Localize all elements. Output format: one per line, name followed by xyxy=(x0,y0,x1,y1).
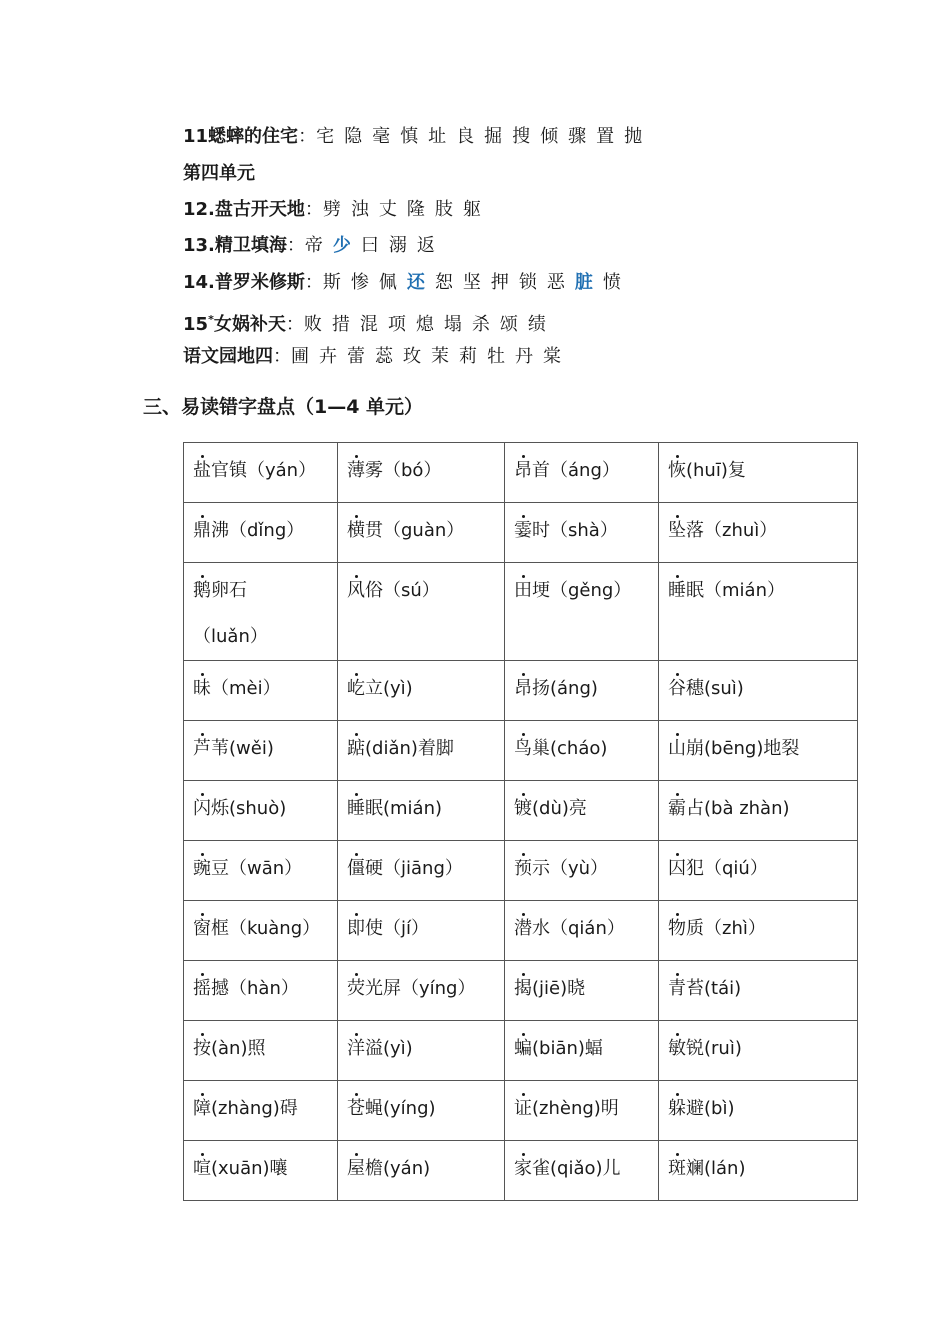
word-cell: 恢(huī)复 xyxy=(659,443,858,503)
word-cell: 洋溢(yì) xyxy=(338,1021,505,1081)
word-cell: 按(àn)照 xyxy=(184,1021,338,1081)
word-cell: 苍蝇(yíng) xyxy=(338,1081,505,1141)
lesson-line: 11蟋蟀的住宅：宅 隐 毫 慎 址 良 掘 搜 倾 骤 置 抛 xyxy=(183,126,643,147)
lesson-title: 12.盘古开天地 xyxy=(183,199,305,220)
word-cell: 盐官镇（yán） xyxy=(184,443,338,503)
word-cell: 摇撼（hàn） xyxy=(184,961,338,1021)
word-cell: 芦苇(wěi) xyxy=(184,721,338,781)
vocab-char: 还 xyxy=(406,272,425,293)
lesson-title: 语文园地四 xyxy=(183,346,273,367)
word-cell: 荧光屏（yíng） xyxy=(338,961,505,1021)
vocab-char: 圃 xyxy=(291,346,309,367)
vocab-char: 败 xyxy=(303,314,322,335)
table-row xyxy=(184,1081,858,1141)
vocab-char: 恕 xyxy=(434,272,453,293)
vocab-char: 返 xyxy=(416,235,435,256)
vocab-char: 曰 xyxy=(360,235,379,256)
word-cell: 窗框（kuàng） xyxy=(184,901,338,961)
vocab-char: 浊 xyxy=(350,199,369,220)
vocab-char: 愤 xyxy=(602,272,621,293)
vocab-char: 抛 xyxy=(624,126,643,147)
vocab-char: 倾 xyxy=(540,126,559,147)
word-cell: 霸占(bà zhàn) xyxy=(659,781,858,841)
word-cell: 山崩(bēng)地裂 xyxy=(659,721,858,781)
lesson-line xyxy=(183,162,255,186)
table-row xyxy=(184,661,858,721)
word-cell: 即使（jí） xyxy=(338,901,505,961)
word-cell: 潜水（qián） xyxy=(505,901,659,961)
lesson-title: 14.普罗米修斯 xyxy=(183,272,305,293)
vocab-char: 斯 xyxy=(322,272,341,293)
word-cell: 障(zhàng)碍 xyxy=(184,1081,338,1141)
vocab-char: 慎 xyxy=(400,126,419,147)
word-cell: 囚犯（qiú） xyxy=(659,841,858,901)
vocab-char: 良 xyxy=(456,126,475,147)
word-cell: 睡眠（mián） xyxy=(659,563,858,661)
vocab-char: 少 xyxy=(332,235,351,256)
lesson-line: 15*女娲补天：败 措 混 项 熄 塌 杀 颂 绩 xyxy=(183,313,546,335)
lesson-line: 13.精卫填海：帝 少 曰 溺 返 xyxy=(183,235,435,256)
table-row xyxy=(184,841,858,901)
table-row xyxy=(184,781,858,841)
vocab-char: 肢 xyxy=(434,199,453,220)
vocab-char: 躯 xyxy=(462,199,481,220)
table-row xyxy=(184,563,858,661)
word-cell: 斑斓(lán) xyxy=(659,1141,858,1201)
vocab-char: 卉 xyxy=(319,346,337,367)
table-row xyxy=(184,503,858,563)
vocab-char: 锁 xyxy=(518,272,537,293)
vocab-char: 丹 xyxy=(515,346,533,367)
word-cell: 青苔(tái) xyxy=(659,961,858,1021)
word-cell: 霎时（shà） xyxy=(505,503,659,563)
vocab-char: 押 xyxy=(490,272,509,293)
word-cell: 蝙(biān)蝠 xyxy=(505,1021,659,1081)
vocab-char: 茉 xyxy=(431,346,449,367)
vocab-char: 莉 xyxy=(459,346,477,367)
vocab-char: 棠 xyxy=(543,346,561,367)
vocab-char: 玫 xyxy=(403,346,421,367)
vocab-char: 帝 xyxy=(304,235,323,256)
word-cell: 屹立(yì) xyxy=(338,661,505,721)
word-cell: 僵硬（jiāng） xyxy=(338,841,505,901)
lesson-title: 15*女娲补天 xyxy=(183,313,286,335)
vocab-char: 项 xyxy=(387,314,406,335)
vocab-char: 惨 xyxy=(350,272,369,293)
word-cell: 鸟巢(cháo) xyxy=(505,721,659,781)
table-row xyxy=(184,721,858,781)
word-cell: 喧(xuān)嚷 xyxy=(184,1141,338,1201)
table-row xyxy=(184,901,858,961)
vocab-char: 脏 xyxy=(574,272,593,293)
vocab-char: 毫 xyxy=(372,126,391,147)
vocab-char: 蕾 xyxy=(347,346,365,367)
vocab-char: 佩 xyxy=(378,272,397,293)
table-row xyxy=(184,1141,858,1201)
word-cell: 揭(jiē)晓 xyxy=(505,961,659,1021)
lesson-line: 14.普罗米修斯：斯 惨 佩 还 恕 坚 押 锁 恶 脏 愤 xyxy=(183,272,621,293)
vocab-char: 措 xyxy=(331,314,350,335)
word-cell: 镀(dù)亮 xyxy=(505,781,659,841)
word-cell: 预示（yù） xyxy=(505,841,659,901)
vocab-char: 搜 xyxy=(512,126,531,147)
vocab-char: 熄 xyxy=(415,314,434,335)
word-cell: 薄雾（bó） xyxy=(338,443,505,503)
word-cell: 坠落（zhuì） xyxy=(659,503,858,563)
table-row xyxy=(184,961,858,1021)
vocab-char: 宅 xyxy=(316,126,335,147)
lesson-line: 12.盘古开天地：劈 浊 丈 隆 肢 躯 xyxy=(183,199,481,220)
word-cell: 横贯（guàn） xyxy=(338,503,505,563)
vocab-char: 塌 xyxy=(443,314,462,335)
vocab-char: 溺 xyxy=(388,235,407,256)
word-cell: 屋檐(yán) xyxy=(338,1141,505,1201)
word-cell: 昂扬(áng) xyxy=(505,661,659,721)
vocab-char: 址 xyxy=(428,126,447,147)
vocab-char: 混 xyxy=(359,314,378,335)
table-row xyxy=(184,1021,858,1081)
vocab-char: 掘 xyxy=(484,126,503,147)
table-row xyxy=(184,443,858,503)
word-cell: 证(zhèng)明 xyxy=(505,1081,659,1141)
vocab-char: 牡 xyxy=(487,346,505,367)
word-cell: 豌豆（wān） xyxy=(184,841,338,901)
word-cell: 睡眠(mián) xyxy=(338,781,505,841)
word-cell: 物质（zhì） xyxy=(659,901,858,961)
section-title: 三、易读错字盘点（1—4 单元） xyxy=(143,396,424,418)
word-cell: 敏锐(ruì) xyxy=(659,1021,858,1081)
word-cell: 昂首（áng） xyxy=(505,443,659,503)
vocab-char: 隐 xyxy=(344,126,363,147)
vocab-char: 恶 xyxy=(546,272,565,293)
vocab-char: 置 xyxy=(596,126,615,147)
vocab-char: 蕊 xyxy=(375,346,393,367)
vocab-char: 骤 xyxy=(568,126,587,147)
vocab-char: 隆 xyxy=(406,199,425,220)
word-cell: 谷穗(suì) xyxy=(659,661,858,721)
lesson-title: 第四单元 xyxy=(183,163,255,184)
vocab-char: 杀 xyxy=(471,314,490,335)
vocab-char: 绩 xyxy=(527,314,546,335)
vocab-char: 颂 xyxy=(499,314,518,335)
vocab-char: 坚 xyxy=(462,272,481,293)
vocab-char: 劈 xyxy=(322,199,341,220)
word-cell: 闪烁(shuò) xyxy=(184,781,338,841)
mispronounced-words-table xyxy=(183,442,858,1201)
lesson-title: 11蟋蟀的住宅 xyxy=(183,126,299,147)
word-cell: 踮(diǎn)着脚 xyxy=(338,721,505,781)
word-cell: 田埂（gěng） xyxy=(505,563,659,661)
lesson-line: 语文园地四：圃 卉 蕾 蕊 玫 茉 莉 牡 丹 棠 xyxy=(183,346,561,367)
word-cell: 风俗（sú） xyxy=(338,563,505,661)
lesson-title: 13.精卫填海 xyxy=(183,235,287,256)
word-cell: 昧（mèi） xyxy=(184,661,338,721)
word-cell: 家雀(qiǎo)儿 xyxy=(505,1141,659,1201)
word-cell: 鼎沸（dǐng） xyxy=(184,503,338,563)
vocab-char: 丈 xyxy=(378,199,397,220)
word-cell: 鹅卵石 （luǎn） xyxy=(184,563,338,661)
word-cell: 躲避(bì) xyxy=(659,1081,858,1141)
